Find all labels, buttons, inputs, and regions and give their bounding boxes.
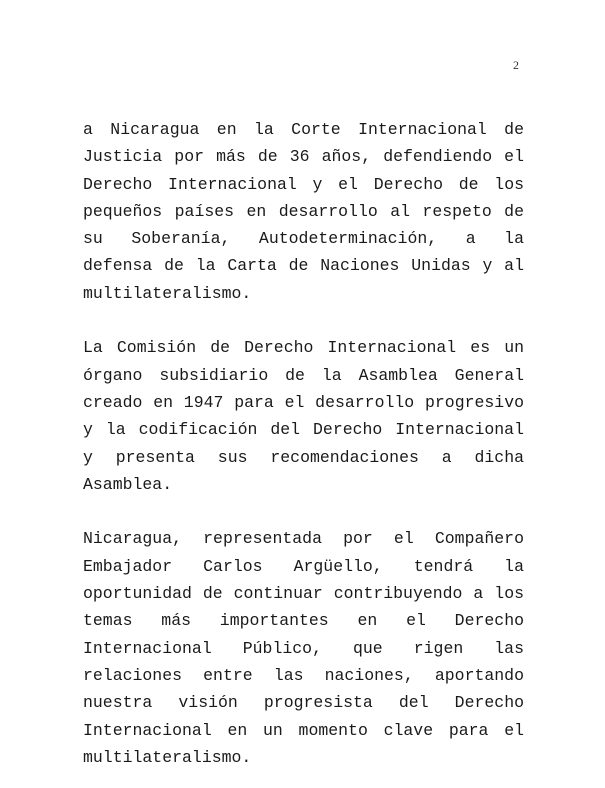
page-number: 2 (513, 58, 519, 72)
document-body (83, 116, 524, 771)
paragraph-2: La Comisión de Derecho Internacional es un órgano subsidiario de la Asamblea General creado en 1947 para el desarrollo progresivo y la codificación del Derecho Internacional y presenta sus recomendaciones a dicha Asamblea. (83, 338, 524, 494)
paragraph-1: a Nicaragua en la Corte Internacional de Justicia por más de 36 años, defendiendo el Derecho Internacional y el Derecho de los pequeños países en desarrollo al respeto de su Soberanía, Autodeterminación, a la defensa de la Carta de Naciones Unidas y al multilateralismo. (83, 120, 524, 303)
paragraph-3: Nicaragua, representada por el Compañero Embajador Carlos Argüello, tendrá la oportunidad de continuar contribuyendo a los temas más importantes en el Derecho Internacional Público, que rigen las relaciones entre las naciones, aportando nuestra visión progresista del Derecho Internacional en un momento clave para el multilateralismo. (83, 529, 524, 767)
